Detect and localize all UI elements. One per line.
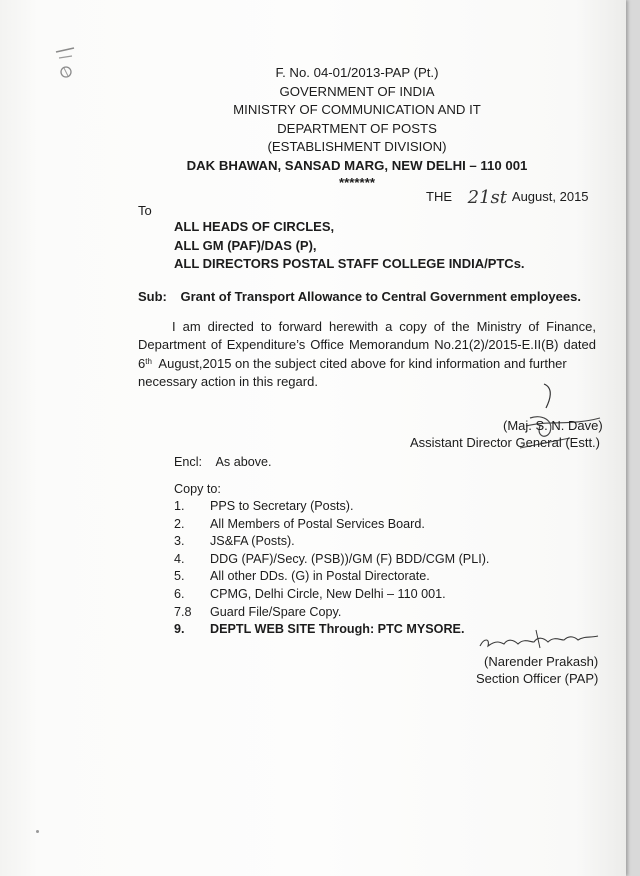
body-sup: th [145, 356, 152, 366]
subject-text: Grant of Transport Allowance to Central Government employees. [180, 289, 581, 304]
item-text: DEPTL WEB SITE Through: PTC MYSORE. [210, 622, 465, 637]
scan-speck [36, 830, 39, 833]
body-line3-rest: August,2015 on the subject cited above for kind information and further [158, 355, 567, 371]
item-text: DDG (PAF)/Secy. (PSB))/GM (F) BDD/CGM (PLI). [210, 551, 490, 566]
item-number: 9. [174, 622, 185, 637]
item-text: PPS to Secretary (Posts). [210, 499, 354, 513]
department-line: DEPARTMENT OF POSTS [277, 120, 437, 136]
recipient: ALL DIRECTORS POSTAL STAFF COLLEGE INDIA/PTCs. [174, 256, 525, 271]
item-number: 1. [174, 499, 185, 513]
signatory1-designation: Assistant Director General (Estt.) [410, 435, 600, 450]
item-number: 6. [174, 586, 185, 601]
division-line: (ESTABLISHMENT DIVISION) [267, 139, 447, 155]
date-prefix: THE [426, 189, 452, 204]
item-text: All Members of Postal Services Board. [210, 516, 425, 531]
item-text: JS&FA (Posts). [210, 534, 295, 549]
item-number: 5. [174, 569, 185, 584]
file-number: F. No. 04-01/2013-PAP (Pt.) [275, 65, 439, 80]
subject-label: Sub: [138, 289, 167, 304]
body-day: 6 [138, 355, 146, 371]
date-line [426, 185, 589, 206]
subject-line [138, 289, 581, 304]
enclosure-line [174, 455, 272, 469]
recipients [174, 218, 525, 274]
item-text: All other DDs. (G) in Postal Directorate. [210, 569, 430, 584]
list-item [174, 604, 489, 622]
copy-to-label: Copy to: [174, 482, 221, 496]
signatory2-name: (Narender Prakash) [484, 654, 599, 669]
body-line: Department of Expenditure’s Office Memorandum No.21(2)/2015-E.II(B) dated [138, 337, 596, 353]
item-text: CPMG, Delhi Circle, New Delhi – 110 001. [210, 586, 446, 601]
header-block [44, 64, 640, 190]
ministry-line: MINISTRY OF COMMUNICATION AND IT [233, 102, 481, 118]
item-number: 4. [174, 551, 185, 566]
list-item [174, 568, 489, 586]
list-item [174, 551, 489, 569]
body-line: I am directed to forward herewith a copy of the Ministry of Finance, [172, 319, 596, 334]
to-label: To [138, 203, 152, 218]
list-item [174, 516, 489, 534]
signatory2-designation: Section Officer (PAP) [476, 671, 599, 686]
list-item [174, 498, 489, 516]
encl-label: Encl: [174, 455, 202, 469]
recipient: ALL HEADS OF CIRCLES, [174, 219, 335, 234]
date-rest: August, 2015 [511, 189, 589, 204]
recipient: ALL GM (PAF)/DAS (P), [174, 237, 317, 253]
list-item [174, 586, 489, 604]
item-text: Guard File/Spare Copy. [210, 604, 342, 619]
body-line [138, 355, 596, 373]
copy-to-list [174, 498, 489, 639]
date-handwritten-day: 21st [467, 187, 507, 208]
address-line: DAK BHAWAN, SANSAD MARG, NEW DELHI – 110 001 [186, 157, 528, 173]
item-number: 2. [174, 516, 185, 531]
encl-value: As above. [215, 455, 272, 469]
item-number: 3. [174, 534, 185, 549]
list-item [174, 621, 489, 639]
body-line: necessary action in this regard. [138, 373, 318, 389]
govt-line: GOVERNMENT OF INDIA [279, 83, 435, 99]
list-item [174, 533, 489, 551]
signatory1-name: (Maj. S. N. Dave) [503, 418, 603, 433]
stars-separator: ******* [339, 174, 375, 190]
item-number: 7.8 [174, 604, 192, 619]
